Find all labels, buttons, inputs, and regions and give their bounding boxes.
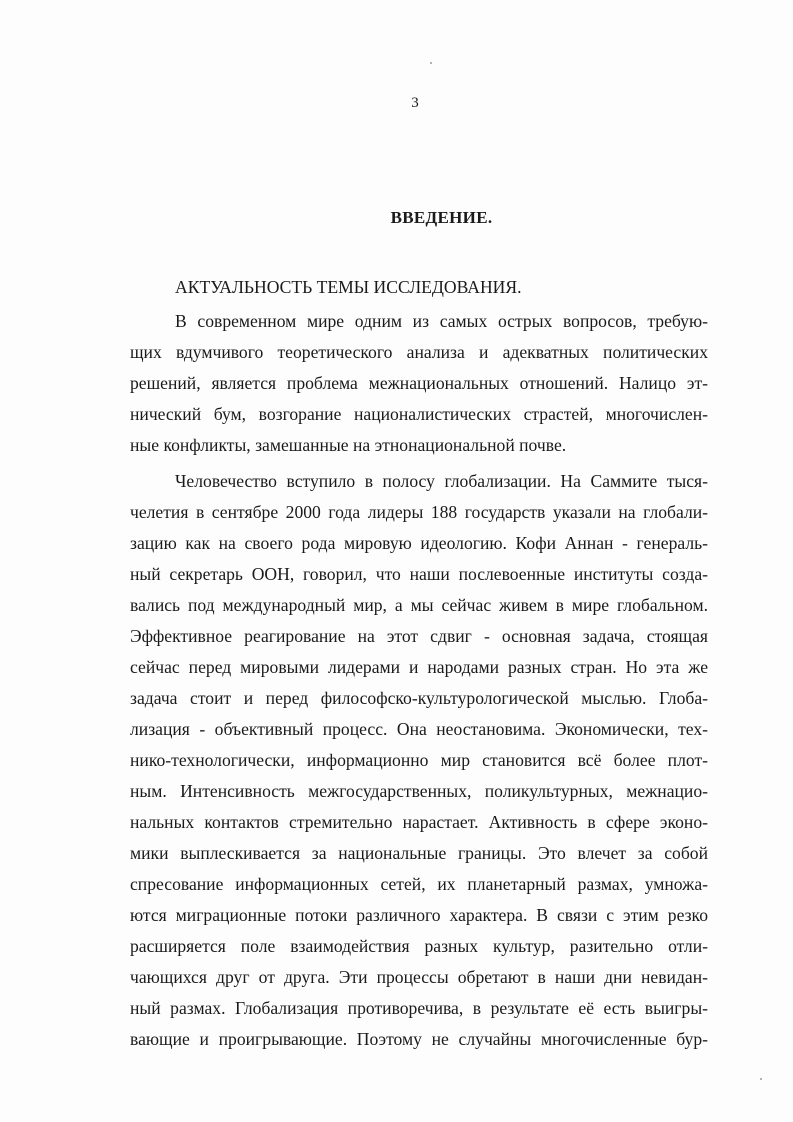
scan-speck xyxy=(760,1078,762,1080)
text-line: решений, является проблема межнациональных отношений. Налицо эт- xyxy=(130,373,708,393)
text-line: нико-технологически, информационно мир становится всё более плот- xyxy=(130,750,708,770)
text-line: В современном мире одним из самых острых вопросов, требую- xyxy=(175,311,708,331)
text-line: челетия в сентябре 2000 года лидеры 188 государств указали на глобали- xyxy=(130,502,708,522)
page-number: 3 xyxy=(411,95,419,111)
body-text xyxy=(130,272,708,1055)
text-line: ются миграционные потоки различного характера. В связи с этим резко xyxy=(130,905,708,925)
paragraph-2 xyxy=(130,466,708,1055)
text-line: спресование информационных сетей, их планетарный размах, умножа- xyxy=(130,874,708,894)
text-line: нический бум, возгорание националистических страстей, многочислен- xyxy=(130,404,708,424)
text-line: Человечество вступило в полосу глобализации. На Саммите тыся- xyxy=(175,471,708,491)
text-line: сейчас перед мировыми лидерами и народами разных стран. Но эта же xyxy=(130,657,708,677)
text-line: зацию как на своего рода мировую идеологию. Кофи Аннан - генераль- xyxy=(130,533,708,553)
text-line: мики выплескивается за национальные границы. Это влечет за собой xyxy=(130,843,708,863)
text-line: нальных контактов стремительно нарастает. Активность в сфере эконо- xyxy=(130,812,708,832)
chapter-title: ВВЕДЕНИЕ. xyxy=(390,208,493,227)
text-line: чающихся друг от друга. Эти процессы обретают в наши дни невидан- xyxy=(130,967,708,987)
text-line: лизация - объективный процесс. Она неостановима. Экономически, тех- xyxy=(130,719,708,739)
text-line: задача стоит и перед философско-культурологической мыслью. Глоба- xyxy=(130,688,708,708)
section-heading: АКТУАЛЬНОСТЬ ТЕМЫ ИССЛЕДОВАНИЯ. xyxy=(175,277,522,297)
text-line: ный размах. Глобализация противоречива, в результате её есть выигры- xyxy=(130,998,708,1018)
text-line: ные конфликты, замешанные на этнонациональной почве. xyxy=(130,435,567,455)
text-line: Эффективное реагирование на этот сдвиг - основная задача, стоящая xyxy=(130,626,708,646)
text-line: вались под международный мир, а мы сейчас живем в мире глобальном. xyxy=(130,595,708,615)
text-line: щих вдумчивого теоретического анализа и адекватных политических xyxy=(130,342,708,362)
scan-speck xyxy=(430,62,432,64)
paragraph-1 xyxy=(130,306,708,461)
text-line: расширяется поле взаимодействия разных культур, разительно отли- xyxy=(130,936,708,956)
text-line: ным. Интенсивность межгосударственных, поликультурных, межнацио- xyxy=(130,781,708,801)
text-line: ный секретарь ООН, говорил, что наши послевоенные институты созда- xyxy=(130,564,708,584)
text-line: вающие и проигрывающие. Поэтому не случайны многочисленные бур- xyxy=(130,1029,708,1049)
